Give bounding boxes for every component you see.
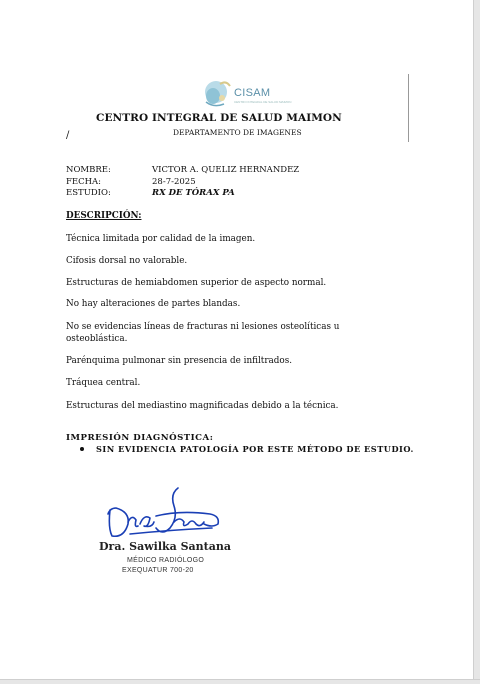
signature-exequatur: EXEQUATUR 700-20 (122, 567, 194, 574)
page-edge-bottom (0, 679, 480, 684)
description-paragraph: No hay alteraciones de partes blandas. (66, 299, 241, 309)
margin-line (408, 74, 409, 142)
cisam-logo (200, 78, 292, 110)
description-paragraph: Técnica limitada por calidad de la imagen. (66, 234, 256, 244)
description-paragraph: No se evidencias líneas de fracturas ni lesiones osteolíticas u osteoblástica. (66, 322, 340, 344)
description-paragraph: Cifosis dorsal no valorable. (66, 256, 188, 266)
date-value: 28-7-2025 (152, 176, 196, 187)
impression-item-text: SIN EVIDENCIA PATOLOGÍA POR ESTE MÉTODO DE ESTUDIO. (96, 444, 414, 454)
signature-name: Dra. Sawilka Santana (99, 540, 231, 553)
field-row-date (66, 177, 299, 189)
logo-text: CISAM (234, 87, 271, 99)
study-value: RX DE TÓRAX PA (152, 188, 235, 198)
field-row-study (66, 188, 299, 200)
name-label: NOMBRE: (66, 165, 111, 175)
description-paragraph: Parénquima pulmonar sin presencia de infiltrados. (66, 356, 293, 366)
patient-fields (66, 165, 299, 200)
description-paragraph: Estructuras del mediastino magnificadas debido a la técnica. (66, 401, 339, 411)
impression-item (80, 444, 414, 454)
page-edge-right (473, 0, 480, 684)
name-value: VICTOR A. QUELIZ HERNANDEZ (152, 165, 300, 175)
description-paragraph: Estructuras de hemiabdomen superior de aspecto normal. (66, 278, 327, 288)
cisam-logo-icon (200, 78, 234, 110)
signature-title: MÉDICO RADIÓLOGO (127, 557, 205, 564)
handwritten-signature (100, 484, 230, 544)
center-title: CENTRO INTEGRAL DE SALUD MAIMON (96, 112, 342, 124)
department-title: DEPARTAMENTO DE IMAGENES (173, 128, 302, 137)
study-label: ESTUDIO: (66, 188, 111, 198)
date-label: FECHA: (66, 176, 102, 187)
slash-mark: / (66, 130, 70, 141)
bullet-icon (80, 447, 84, 451)
description-heading: DESCRIPCIÓN: (66, 211, 142, 221)
description-paragraph: Tráquea central. (66, 378, 141, 388)
impression-heading: IMPRESIÓN DIAGNÓSTICA: (66, 433, 214, 443)
logo-subtext: CENTRO INTEGRAL DE SALUD MAIMON (234, 100, 292, 104)
field-row-name (66, 165, 299, 177)
